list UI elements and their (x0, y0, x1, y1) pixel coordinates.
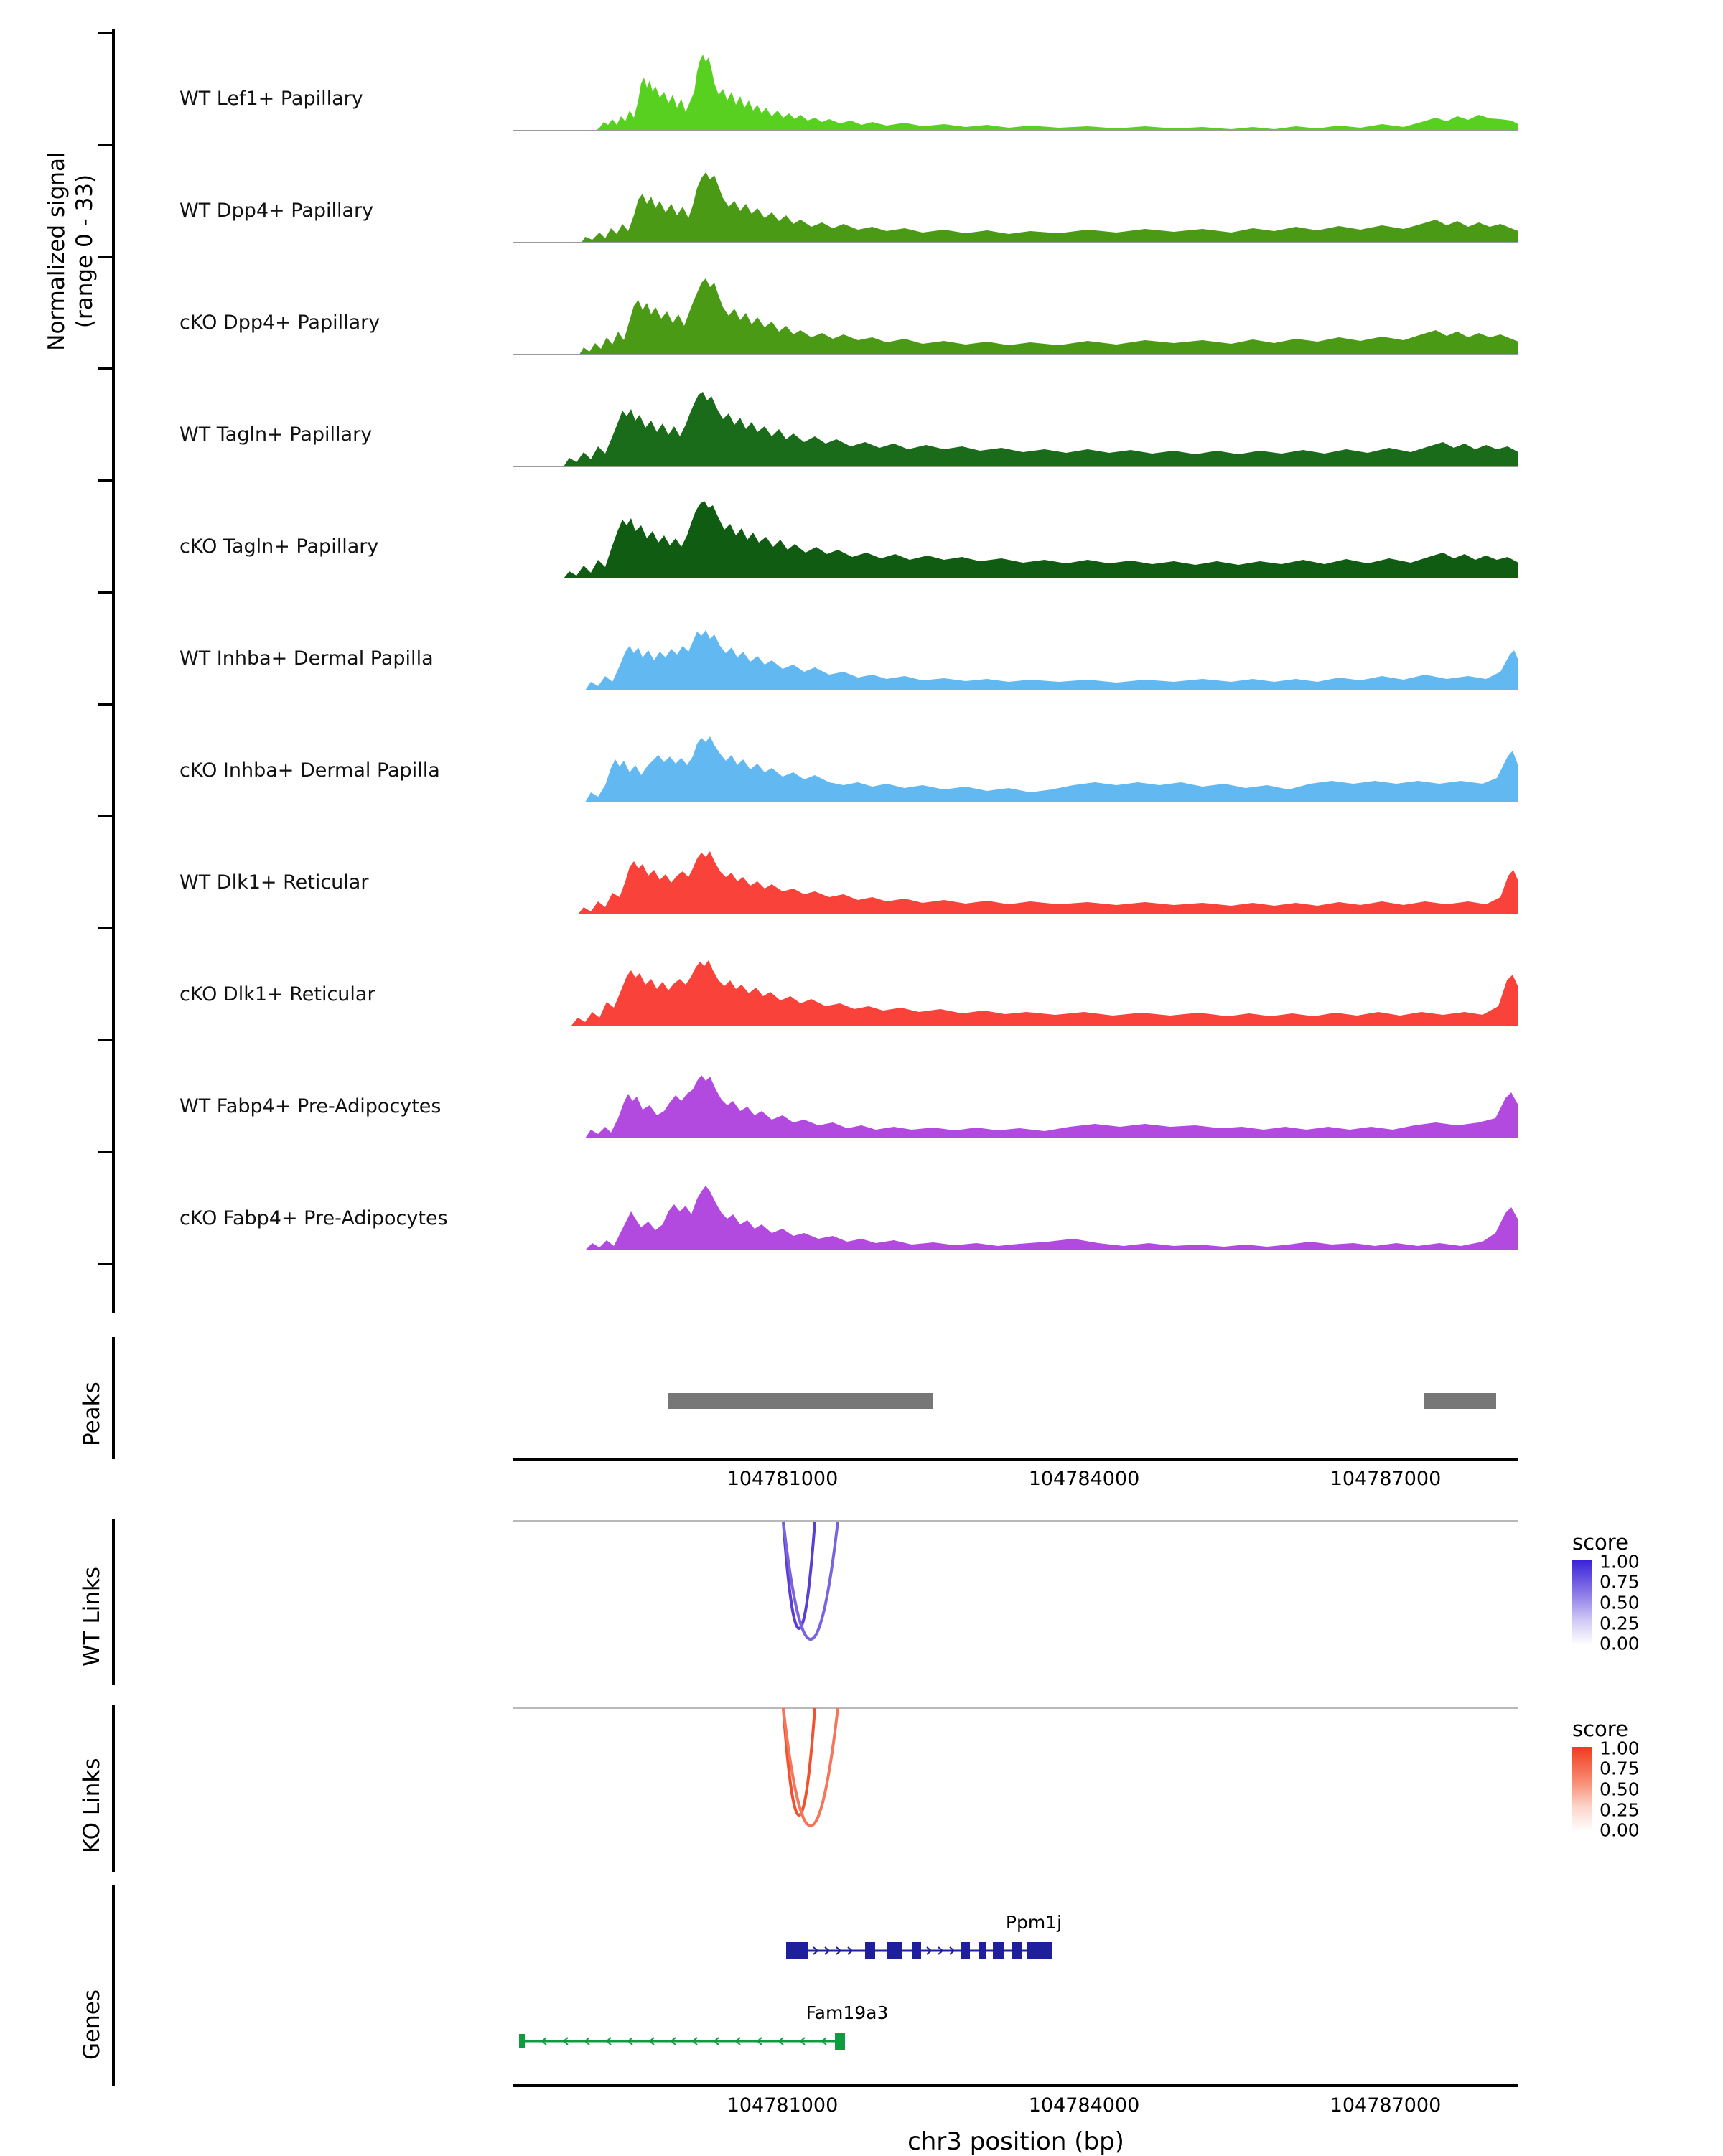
legend-scale (1572, 1738, 1723, 1841)
track-label: WT Lef1+ Papillary (179, 88, 363, 110)
signal-area-9 (513, 946, 1518, 1026)
legend-tick: 0.50 (1600, 1778, 1640, 1800)
track-label: WT Dlk1+ Reticular (179, 871, 369, 894)
coverage-track (0, 700, 1723, 807)
ko-links-plot (513, 1707, 1518, 1872)
track-signal-plot (513, 498, 1518, 578)
position-axis-line-top (513, 1458, 1518, 1461)
signal-area-2 (513, 162, 1518, 243)
track-label: WT Tagln+ Papillary (179, 423, 373, 446)
track-signal-plot (513, 274, 1518, 355)
track-baseline (513, 242, 1518, 243)
ko-links-section-label: KO Links (79, 1758, 105, 1853)
gene-label-fam19a3: Fam19a3 (806, 2002, 889, 2023)
peaks-panel (0, 1331, 1723, 1490)
track-baseline (513, 354, 1518, 355)
legend-tick: 0.75 (1600, 1571, 1640, 1593)
signal-area-4 (513, 386, 1518, 467)
peaks-axis-spine (112, 1337, 115, 1459)
legend-gradient-bar (1572, 1560, 1592, 1645)
signal-area-10 (513, 1058, 1518, 1138)
signal-area-7 (513, 722, 1518, 802)
ko-links-legend (1572, 1717, 1723, 1841)
coverage-track (0, 365, 1723, 471)
track-signal-plot (513, 162, 1518, 243)
wt-links-legend (1572, 1530, 1723, 1654)
axis-tick (98, 1263, 113, 1265)
peak-region (668, 1393, 933, 1409)
genes-panel (0, 1880, 1723, 2156)
wt-links-axis-spine (112, 1519, 115, 1685)
fam19a3-svg (513, 2028, 1518, 2054)
peaks-section-label: Peaks (79, 1382, 105, 1446)
track-baseline (513, 130, 1518, 131)
track-signal-plot (513, 386, 1518, 467)
position-tick-label: 104781000 (727, 1468, 839, 1490)
ko-links-panel (0, 1701, 1723, 1877)
gene-model-fam19a3 (513, 2028, 1518, 2054)
track-signal-plot (513, 722, 1518, 802)
wt-links-section-label: WT Links (79, 1566, 105, 1667)
track-label: WT Inhba+ Dermal Papilla (179, 647, 434, 670)
gene-model-ppm1j (513, 1936, 1518, 1965)
track-signal-plot (513, 610, 1518, 690)
legend-tick: 1.00 (1600, 1738, 1640, 1759)
position-axis-line-bottom (513, 2084, 1518, 2087)
signal-area-1 (513, 50, 1518, 131)
genes-section-label: Genes (79, 1989, 105, 2060)
legend-tick: 0.25 (1600, 1613, 1640, 1634)
wt-links-plot (513, 1520, 1518, 1685)
position-tick-label: 104787000 (1330, 2094, 1442, 2117)
coverage-track (0, 589, 1723, 695)
legend-tick: 0.00 (1600, 1819, 1640, 1841)
position-tick-label: 104784000 (1028, 2094, 1140, 2117)
genes-axis-spine (112, 1885, 115, 2086)
legend-title: score (1572, 1717, 1628, 1741)
coverage-track (0, 29, 1723, 135)
legend-tick: 0.50 (1600, 1592, 1640, 1613)
wt-links-panel (0, 1514, 1723, 1690)
ppm1j-svg (513, 1936, 1518, 1965)
track-signal-plot (513, 834, 1518, 914)
wt-link-arcs (513, 1520, 1518, 1685)
track-signal-plot (513, 1058, 1518, 1138)
y-axis-label-line1: Normalized signal (44, 151, 70, 351)
track-label: cKO Fabp4+ Pre-Adipocytes (179, 1207, 448, 1229)
coverage-track (0, 924, 1723, 1031)
track-signal-plot (513, 50, 1518, 131)
legend-tick-labels (1600, 1551, 1693, 1654)
signal-area-3 (513, 274, 1518, 355)
peak-region (1424, 1393, 1496, 1409)
ko-link-arcs (513, 1707, 1518, 1872)
legend-tick: 1.00 (1600, 1551, 1640, 1573)
legend-title: score (1572, 1530, 1628, 1555)
legend-tick-labels (1600, 1738, 1693, 1841)
track-label: WT Dpp4+ Papillary (179, 200, 374, 222)
track-label: cKO Dlk1+ Reticular (179, 983, 375, 1006)
track-signal-plot (513, 946, 1518, 1026)
signal-area-8 (513, 834, 1518, 914)
signal-area-11 (513, 1170, 1518, 1250)
signal-area-6 (513, 610, 1518, 690)
track-signal-plot (513, 1170, 1518, 1250)
position-tick-label: 104784000 (1028, 1468, 1140, 1490)
ko-links-axis-spine (112, 1705, 115, 1872)
track-baseline (513, 466, 1518, 467)
legend-scale (1572, 1551, 1723, 1654)
track-label: cKO Tagln+ Papillary (179, 535, 379, 558)
position-tick-label: 104781000 (727, 2094, 839, 2117)
coverage-track (0, 812, 1723, 919)
legend-gradient-bar (1572, 1747, 1592, 1832)
signal-area-5 (513, 498, 1518, 578)
coverage-track (0, 477, 1723, 583)
coverage-track (0, 141, 1723, 247)
track-label: cKO Dpp4+ Papillary (179, 311, 380, 334)
x-axis-title: chr3 position (bp) (907, 2127, 1124, 2156)
y-axis-label-line2: (range 0 - 33) (71, 174, 98, 329)
track-label: WT Fabp4+ Pre-Adipocytes (179, 1095, 442, 1117)
legend-tick: 0.25 (1600, 1799, 1640, 1821)
position-tick-label: 104787000 (1330, 1468, 1442, 1490)
legend-tick: 0.75 (1600, 1758, 1640, 1779)
coverage-track (0, 253, 1723, 359)
legend-tick: 0.00 (1600, 1633, 1640, 1654)
coverage-track (0, 1036, 1723, 1143)
gene-label-ppm1j: Ppm1j (1005, 1912, 1063, 1933)
track-label: cKO Inhba+ Dermal Papilla (179, 759, 440, 782)
coverage-track (0, 1148, 1723, 1255)
